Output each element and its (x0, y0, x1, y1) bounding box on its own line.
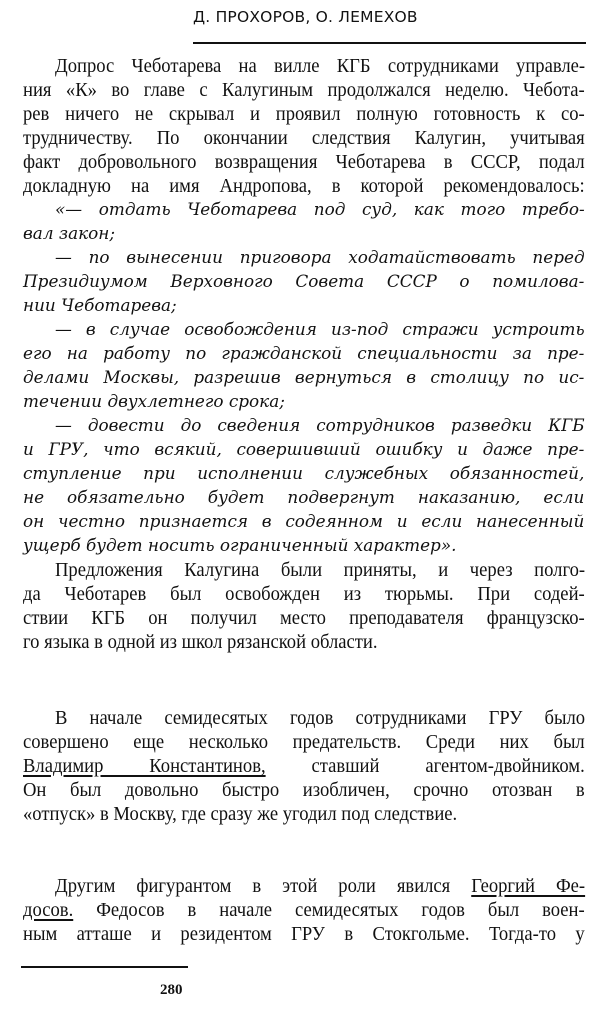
text-line: Предложения Калугина были приняты, и через полго- (55, 559, 586, 581)
text-line: докладную на имя Андропова, в которой рекомендовалось: (23, 175, 585, 197)
text-line: да Чеботарев был освобожден из тюрьмы. При содей- (23, 583, 585, 605)
text-line: ным атташе и резидентом ГРУ в Стокгольме. Тогда-то у (23, 923, 585, 945)
underlined-name-konstantinov: Владимир Константинов, (23, 755, 266, 777)
text-line: Допрос Чеботарева на вилле КГБ сотрудниками управле- (55, 55, 586, 77)
text-line: ущерб будет носить ограниченный характер». (23, 536, 457, 556)
text-line: рев ничего не скрывал и проявил полную готовность к со- (23, 103, 585, 125)
text-line: Президиумом Верховного Совета СССР о помилова- (23, 272, 585, 292)
text-line (23, 898, 585, 922)
underlined-name-fedosov: Георгий Фе- (471, 875, 586, 897)
text-line: делами Москвы, разрешив вернуться в столицу по ис- (23, 368, 585, 388)
underlined-name-fedosov-cont: досов. (23, 899, 74, 921)
text-line: Он был довольно быстро изобличен, срочно отозван в (23, 779, 585, 801)
text-line: течении двухлетнего срока; (23, 392, 285, 412)
text-line: — довести до сведения сотрудников разведки КГБ (55, 416, 585, 436)
text-line: В начале семидесятых годов сотрудниками ГРУ было (55, 707, 586, 729)
text-line (55, 874, 585, 898)
text-fragment: Другим фигурантом в этой роли явился (55, 875, 472, 897)
text-line: — по вынесении приговора ходатайствовать перед (55, 248, 585, 268)
text-line (23, 754, 585, 778)
text-line: «отпуск» в Москву, где сразу же угодил под следствие. (23, 803, 458, 825)
text-fragment: ставший агентом-двойником. (265, 755, 585, 777)
text-line: факт добровольного возвращения Чеботарева в СССР, подал (23, 151, 585, 173)
text-line: нии Чеботарева; (23, 296, 177, 316)
text-line: его на работу по гражданской специальности за пре- (23, 344, 585, 364)
text-line: он честно признается в содеянном и если нанесенный (23, 512, 585, 532)
text-line: — в случае освобождения из-под стражи устроить (55, 320, 585, 340)
text-line: вал закон; (23, 224, 116, 244)
text-line: го языка в одной из школ рязанской области. (23, 631, 378, 653)
page-number: 280 (160, 982, 183, 998)
running-head: Д. ПРОХОРОВ, О. ЛЕМЕХОВ (193, 8, 418, 26)
header-rule (193, 42, 586, 44)
text-fragment: Федосов в начале семидесятых годов был воен- (73, 899, 585, 921)
text-line: ступление при исполнении служебных обязанностей, (23, 464, 585, 484)
text-line: и ГРУ, что всякий, совершивший ошибку и даже пре- (23, 440, 585, 460)
footnote-rule (21, 966, 188, 968)
text-line: не обязательно будет подвергнут наказанию, если (23, 488, 585, 508)
text-line: ствии КГБ он получил место преподавателя французско- (23, 607, 585, 629)
text-line: совершено еще несколько предательств. Среди них был (23, 731, 585, 753)
text-line: трудничеству. По окончании следствия Калугин, учитывая (23, 127, 585, 149)
text-line: «— отдать Чеботарева под суд, как того требо- (55, 200, 585, 220)
text-line: ния «К» во главе с Калугиным продолжался неделю. Чебота- (23, 79, 585, 101)
